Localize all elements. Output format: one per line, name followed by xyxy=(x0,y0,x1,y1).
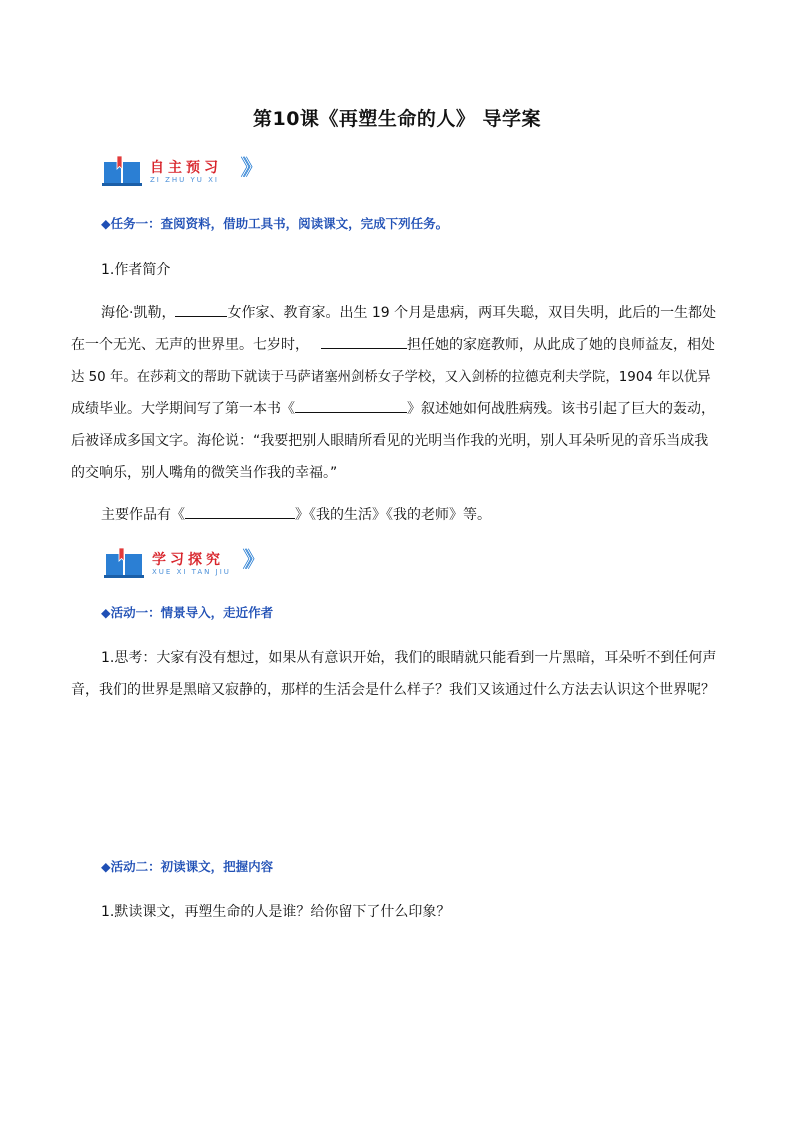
paragraph-line xyxy=(71,334,731,354)
text-segment: 成绩毕业。大学期间写了第一本书《 xyxy=(71,401,295,417)
works-line xyxy=(101,504,761,524)
text-segment: 主要作品有《 xyxy=(101,507,185,523)
open-book-icon xyxy=(102,156,142,186)
paragraph-line xyxy=(101,302,761,322)
text-segment: 海伦·凯勒， xyxy=(101,305,176,321)
section-title: 学习探究 xyxy=(152,552,224,568)
chevron-right-icon: 》》 xyxy=(240,156,256,181)
author-intro-title: 1.作者简介 xyxy=(101,262,171,278)
activity1-heading: ◆活动一：情景导入，走近作者 xyxy=(101,605,274,620)
section-title: 自主预习 xyxy=(150,160,222,176)
paragraph-line xyxy=(71,398,731,418)
text-segment: 女作家、教育家。出生 19 个月是患病，两耳失聪，双目失明，此后的一生都处 xyxy=(227,305,717,321)
fill-blank[interactable] xyxy=(321,334,407,349)
activity2-heading: ◆活动二：初读课文，把握内容 xyxy=(101,859,274,874)
paragraph-line: 达 50 年。在莎莉文的帮助下就读于马萨诸塞州剑桥女子学校，又入剑桥的拉德克利夫学院，1904 年以优异 xyxy=(71,370,711,385)
text-segment: 》《我的生活》《我的老师》等。 xyxy=(295,507,491,523)
section-pinyin: XUE XI TAN JIU xyxy=(152,568,231,576)
fill-blank[interactable] xyxy=(185,504,295,519)
text-segment: 担任她的家庭教师，从此成了她的良师益友，相处 xyxy=(407,337,715,353)
paragraph-line: 的交响乐，别人嘴角的微笑当作我的幸福。” xyxy=(71,465,338,481)
fill-blank[interactable] xyxy=(295,398,407,413)
paragraph-line: 后被译成多国文字。海伦说：“我要把别人眼睛所看见的光明当作我的光明，别人耳朵听见的音乐当成我 xyxy=(71,433,709,449)
section-banner-explore xyxy=(104,548,304,582)
text-segment: 》叙述她如何战胜病残。该书引起了巨大的轰动， xyxy=(407,401,715,417)
task1-heading: ◆任务一：查阅资料，借助工具书，阅读课文，完成下列任务。 xyxy=(101,216,449,231)
section-banner-preview xyxy=(102,156,302,190)
chevron-right-icon: 》》 xyxy=(242,548,258,573)
question-line: 1.思考：大家有没有想过，如果从有意识开始，我们的眼睛就只能看到一片黑暗，耳朵听不到任何声 xyxy=(101,650,717,666)
open-book-icon xyxy=(104,548,144,578)
section-pinyin: ZI ZHU YU XI xyxy=(150,176,219,184)
fill-blank[interactable] xyxy=(175,302,227,317)
page-title: 第10课《再塑生命的人》 导学案 xyxy=(252,108,542,130)
question-line: 1.默读课文，再塑生命的人是谁？给你留下了什么印象？ xyxy=(101,904,451,920)
question-line: 音，我们的世界是黑暗又寂静的，那样的生活会是什么样子？我们又该通过什么方法去认识这个世界呢？ xyxy=(71,682,715,698)
text-segment: 在一个无光、无声的世界里。七岁时， xyxy=(71,337,309,353)
